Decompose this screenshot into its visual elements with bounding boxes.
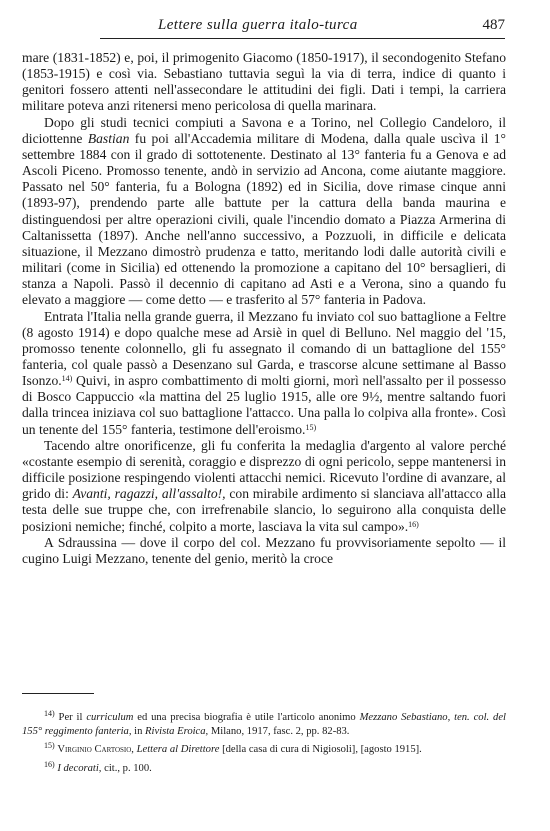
footnote-14-mark: 14): [44, 709, 55, 718]
footnote-15-mark: 15): [44, 741, 55, 751]
footnote-14: [22, 711, 506, 739]
footnote-15: [22, 743, 506, 757]
footnote-15-title: Lettera al Direttore: [136, 744, 220, 756]
footnote-15-author: Virginio Cartosio,: [57, 744, 134, 756]
paragraph-5-text: A Sdraussina — dove il corpo del col. Mezzano fu provvisoriamente sepolto — il cugino Luigi Mezzano, tenente del genio, meritò la croce: [22, 534, 506, 566]
footnote-14-journal: Rivista Eroica,: [145, 726, 209, 738]
footnote-ref-15: 15): [305, 422, 317, 432]
paragraph-4-text-a: Tacendo altre onorificenze, gli fu conferita la medaglia d'argento al valore perché «costante esempio di serenità, coraggio e disprezzo di ogni pericolo, seppe mantenersi in difficile posizione respingendo violenti attacchi nemici. Ricevuto l'ordine di avanzare, al grido di:: [22, 437, 506, 502]
paragraph-1: [22, 50, 506, 115]
footnote-divider: [22, 693, 94, 694]
battle-cry: Avanti, ragazzi, all'assalto!,: [72, 486, 226, 502]
paragraph-5: [22, 535, 506, 567]
footnote-14-text-d: Milano, 1917, fasc. 2, pp. 82-83.: [210, 726, 350, 738]
footnote-16-text: cit., p. 100.: [104, 762, 152, 774]
footnote-14-curriculum: curriculum: [86, 712, 134, 723]
footnote-14-text-a: Per il: [58, 712, 83, 723]
running-header: [100, 16, 505, 39]
paragraph-3-text-b: Quivi, in aspro combattimento di molti giorni, morì nell'assalto per il possesso di Bosco Cappuccio «la mattina del 25 luglio 1915, alle ore 9½, mentre saltando fuori dalla trincea iniziava col suo battaglione l'attacco. Una palla lo colpiva alla fronte». Così un tenente del 155° fanteria, testimone dell'eroismo.: [22, 373, 506, 437]
footnote-15-text: [della casa di cura di Nigiosoli], [agosto 1915].: [222, 744, 422, 756]
paragraph-3-text-a: Entrata l'Italia nella grande guerra, il Mezzano fu inviato col suo battaglione a Feltre (8 agosto 1914) e dopo qualche mese ad Arsiè in quel di Belluno. Nel maggio del '15, promosso tenente colonnello, gli fu assegnato il comando di un battaglione del 155° fanteria, col quale passò a Desenzano sul Garda, e trascorse alcune settimane al Basso Isonzo.: [22, 308, 506, 389]
paragraph-1-text: mare (1831-1852) e, poi, il primogenito Giacomo (1850-1917), il secondogenito Stefano (1853-1915) e così via. Sebastiano tuttavia seguì la via di terra, indice di quanto i genitori fossero attenti nell'assecondare le attitudini dei figli. Dati i tempi, la carriera militare poteva anzi ritenersi meno pericolosa di quella marinara.: [22, 50, 506, 114]
footnote-16: [22, 759, 506, 776]
paragraph-3: [22, 309, 506, 438]
paragraph-2-text-a: Dopo gli studi tecnici compiuti a Savona e a Torino, nel Collegio Candeloro, il diciottenne: [22, 114, 506, 146]
footnote-14-text-b: ed una precisa biografia è utile l'articolo anonimo: [137, 712, 356, 723]
paragraph-2: [22, 115, 506, 309]
main-text: [22, 50, 506, 567]
footnote-14-text-c: in: [134, 726, 143, 738]
footnote-14-article-title: Mezzano Sebastiano, ten. col. del 155° reggimento fanteria,: [22, 712, 506, 738]
paragraph-4-text-b: con mirabile ardimento si slanciava all'attacco alla testa delle sue truppe che, con irrefrenabile slancio, lo seguirono alla conquista delle posizioni nemiche; finché, colpito a morte, lasciava la vita sul campo».: [22, 486, 507, 534]
nickname-bastian: Bastian: [87, 130, 130, 146]
footnote-ref-16: 16): [408, 519, 419, 529]
paragraph-2-text-b: fu poi all'Accademia militare di Modena, dalla quale uscìva il 1° settembre 1884 con il grado di sottotenente. Destinato al 13° fanteria fu a Genova e ad Ascoli Piceno. Promosso tenente, andò in servizio ad Ancona, come aiutante maggiore. Passato nel 50° fanteria, fu a Bologna (1892) ed in Sicilia, dove rimase cinque anni (1893-97), prendendo parte alle battute per la cattura della banda maurina e distinguendosi per altre operazioni civili, quale l'incendio domato a Piazza Armerina di Caltanissetta (1897). Anche nell'anno successivo, a Pozzuoli, in difficile e delicata situazione, il Mezzano dimostrò prudenza e tatto, meritando lodi dalle autorità civili e militari (come in Sicilia) ed ottenendo la promozione a capitano del 10° bersaglieri, di stanza a Napoli. Passò il decennio di capitano ad Asti e a Verona, sino a quando fu elevato a maggiore — come detto — e trasferito al 57° fanteria in Padova.: [22, 130, 506, 308]
paragraph-4: [22, 438, 506, 535]
footnotes: [22, 711, 506, 780]
running-title: Lettere sulla guerra italo-turca: [158, 17, 358, 33]
page-number: 487: [482, 17, 505, 33]
footnote-ref-14: 14): [61, 374, 73, 384]
footnote-16-mark: 16): [44, 759, 55, 769]
footnote-16-title: I decorati,: [57, 762, 102, 774]
